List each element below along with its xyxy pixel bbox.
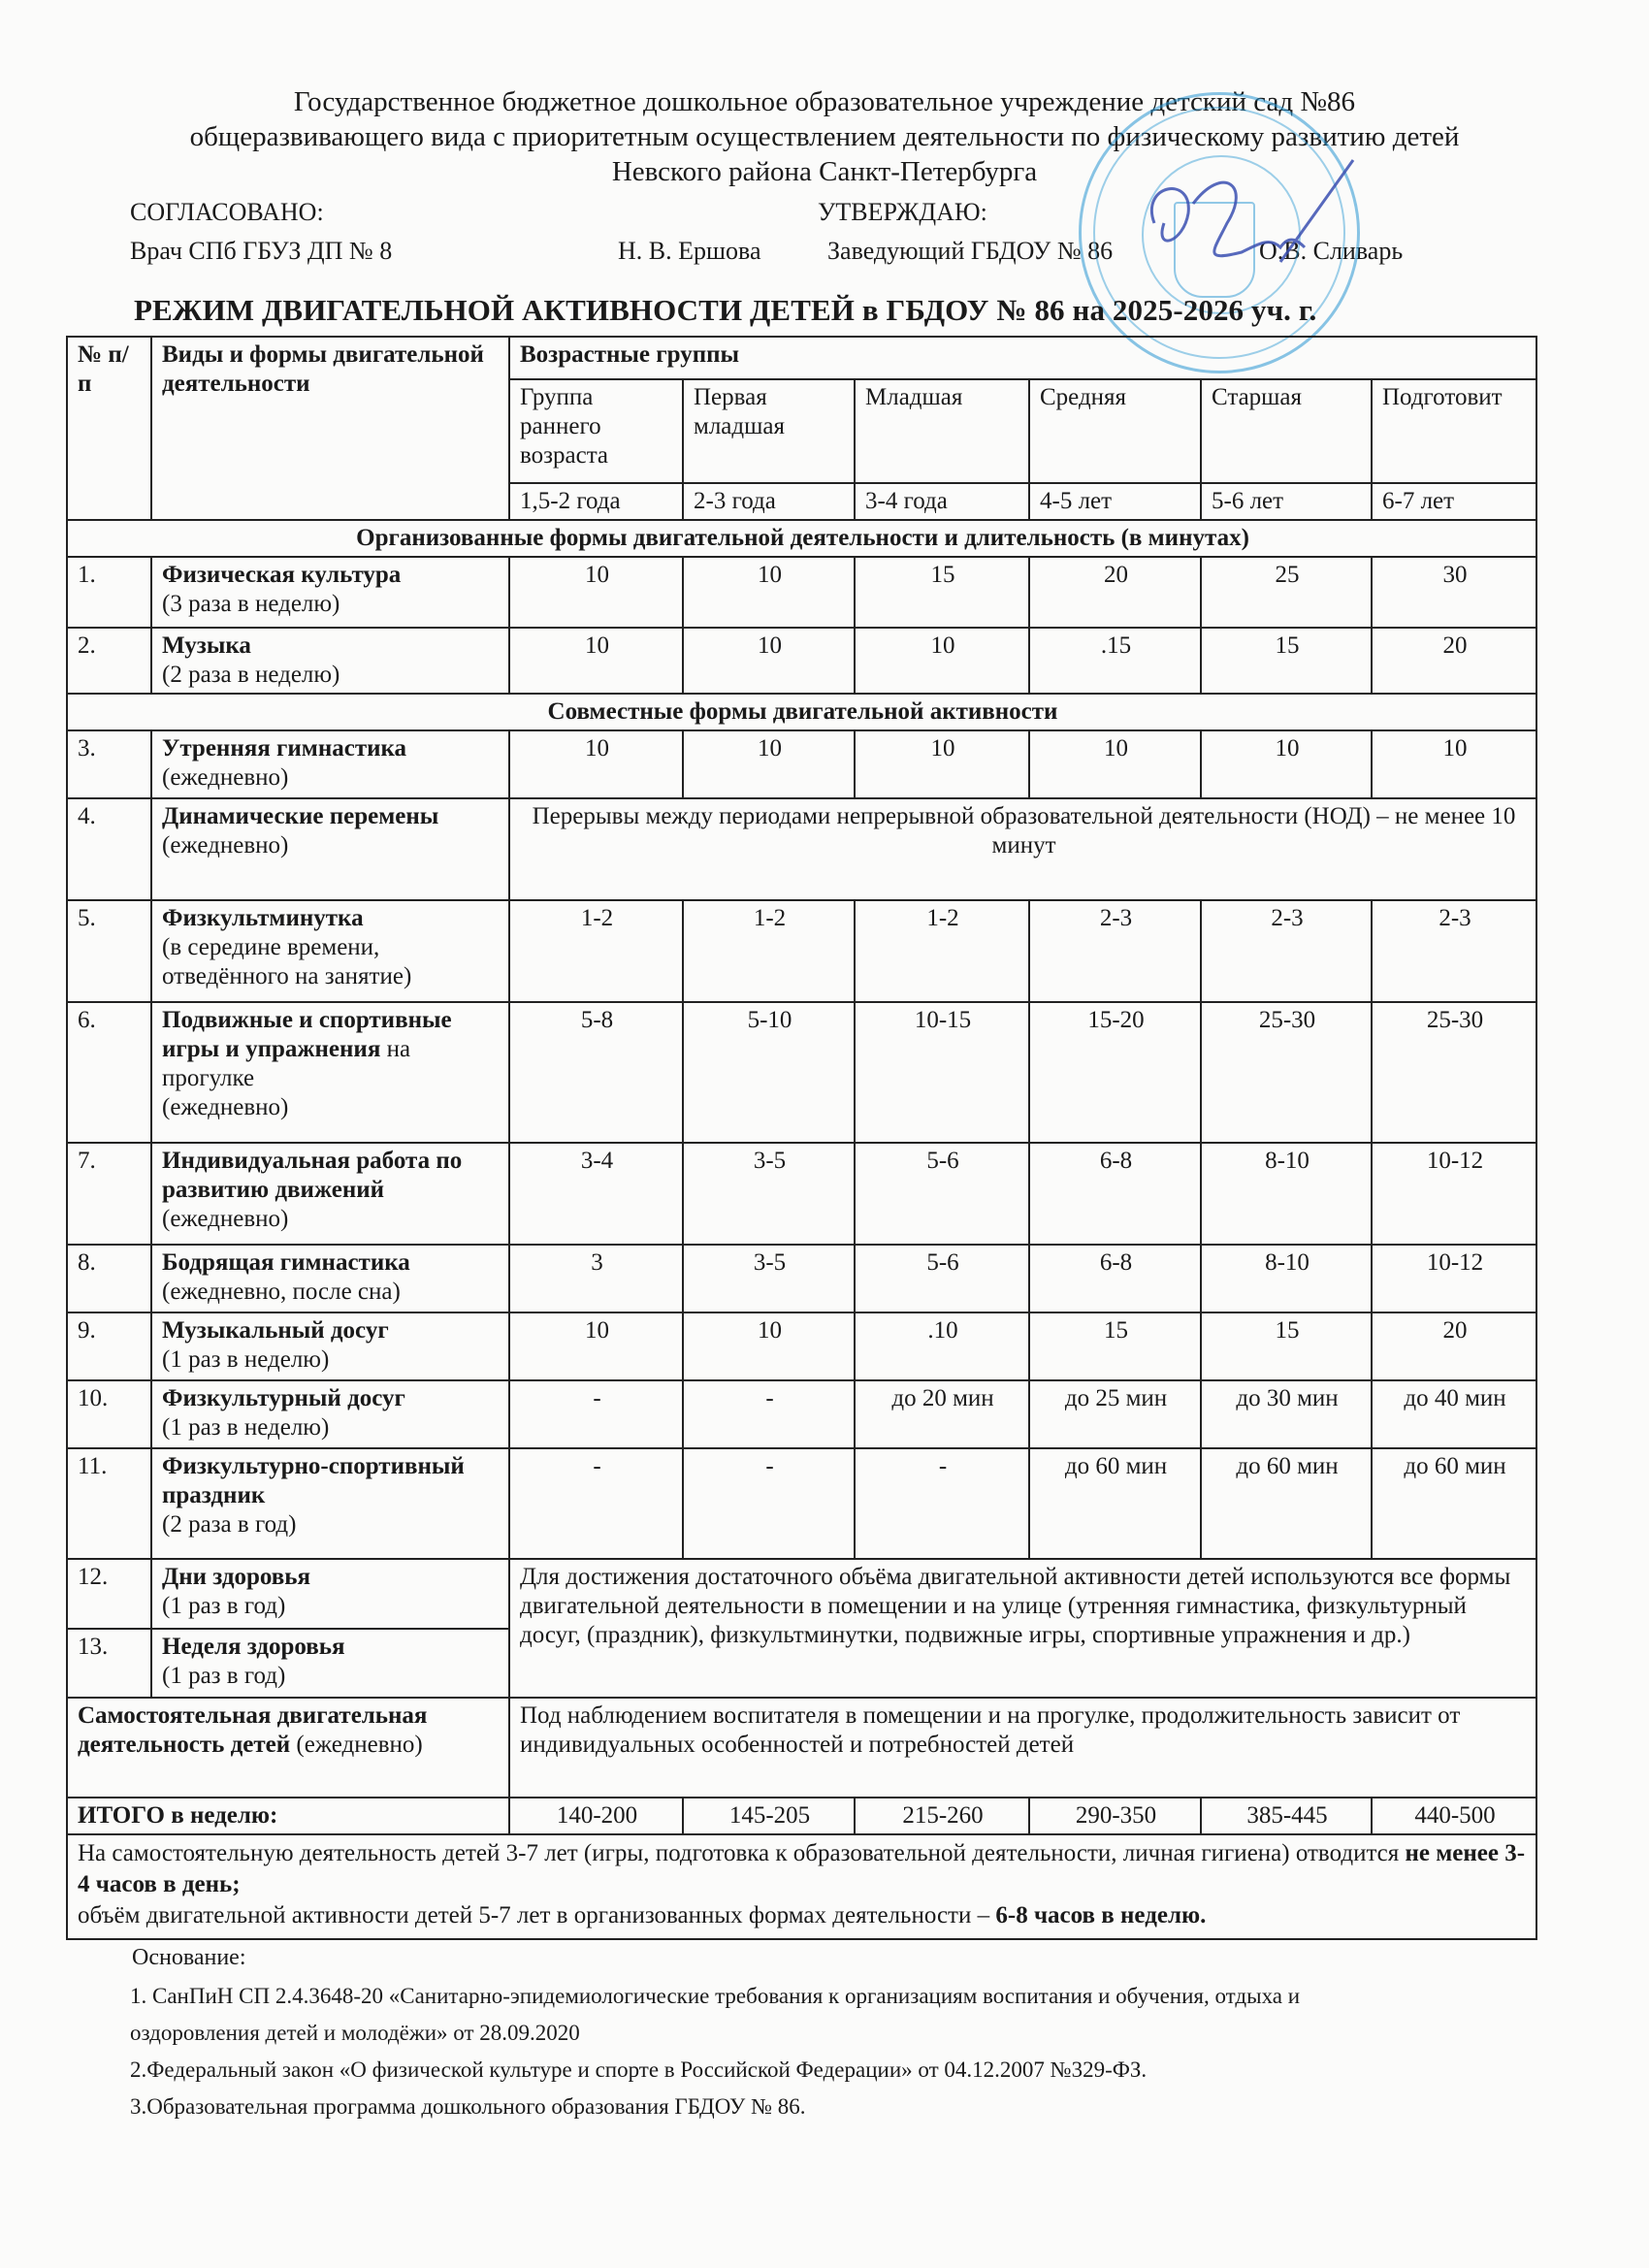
table-row-total (67, 1798, 1536, 1834)
activity-label (151, 1143, 509, 1245)
footer-note-part2: объём двигательной активности детей 5-7 лет в организованных формах деятельности – (78, 1902, 996, 1928)
value-cell: 10-12 (1372, 1245, 1536, 1312)
value-cell: до 25 мин (1029, 1380, 1201, 1448)
activity-frequency: (1 раз в неделю) (162, 1414, 330, 1441)
group-age: 3-4 года (855, 483, 1029, 520)
activity-title: Утренняя гимнастика (162, 735, 407, 761)
value-cell: 10 (509, 628, 683, 694)
value-cell: 5-8 (509, 1002, 683, 1143)
activity-title: Физкультурный досуг (162, 1385, 405, 1411)
basis-item: оздоровления детей и молодёжи» от 28.09.2020 (130, 2021, 580, 2045)
table-row (67, 1002, 1536, 1143)
independent-activity-text: Под наблюдением воспитателя в помещении и на прогулке, продолжительность зависит от индивидуальных особенностей и потребностей детей (509, 1698, 1536, 1798)
activity-frequency: (ежедневно) (162, 1206, 289, 1232)
footer-note (67, 1834, 1536, 1939)
row-number: 8. (67, 1245, 151, 1312)
age-groups-header: Возрастные группы (509, 337, 1536, 379)
value-cell: 10-12 (1372, 1143, 1536, 1245)
activity-label (151, 1245, 509, 1312)
total-label: ИТОГО в неделю: (67, 1798, 509, 1834)
value-cell: 15-20 (1029, 1002, 1201, 1143)
row-number: 5. (67, 900, 151, 1002)
activity-title: Индивидуальная работа по развитию движений (162, 1148, 463, 1203)
footer-note-part1: На самостоятельную деятельность детей 3-7 лет (игры, подготовка к образовательной деятельности, личная гигиена) отводится (78, 1840, 1406, 1866)
activity-schedule-table (66, 336, 1537, 1940)
group-name: Средняя (1029, 379, 1201, 483)
table-row (67, 1143, 1536, 1245)
value-cell: 10 (683, 557, 855, 628)
value-cell: 10 (509, 1312, 683, 1380)
value-cell: - (855, 1448, 1029, 1559)
col-num-header: № п/п (67, 337, 151, 520)
activity-title: Бодрящая гимнастика (162, 1249, 410, 1276)
table-row (67, 730, 1536, 798)
value-cell: 2-3 (1372, 900, 1536, 1002)
value-cell: 5-10 (683, 1002, 855, 1143)
activity-title: Подвижные и спортивные игры и упражнения (162, 1007, 452, 1062)
value-cell: 5-6 (855, 1143, 1029, 1245)
group-name: Младшая (855, 379, 1029, 483)
row-number: 3. (67, 730, 151, 798)
activity-title: Физкультурно-спортивный праздник (162, 1453, 465, 1508)
activity-frequency: (ежедневно) (162, 832, 289, 859)
value-cell: 20 (1372, 628, 1536, 694)
group-age: 1,5-2 года (509, 483, 683, 520)
approved-by-position: Заведующий ГБДОУ № 86 (827, 237, 1114, 265)
activity-frequency: (2 раза в неделю) (162, 662, 340, 688)
value-cell: 25 (1201, 557, 1372, 628)
activity-frequency: (ежедневно) (162, 764, 289, 791)
value-cell: 10 (509, 557, 683, 628)
value-cell: до 60 мин (1201, 1448, 1372, 1559)
total-value: 385-445 (1201, 1798, 1372, 1834)
health-days-note: Для достижения достаточного объёма двигательной активности детей используются все формы двигательной деятельности в помещении и на улице (утренняя гимнастика, физкультурный досуг, (праздник), физкультминутки, подвижные игры, спортивные упражнения и др.) (509, 1559, 1536, 1698)
table-row (67, 1312, 1536, 1380)
institution-name-line-1: Государственное бюджетное дошкольное образовательное учреждение детский сад №86 (293, 86, 1356, 117)
activity-frequency: (1 раз в год) (162, 1593, 286, 1619)
row-number: 1. (67, 557, 151, 628)
value-cell: 6-8 (1029, 1143, 1201, 1245)
activity-label (151, 900, 509, 1002)
table-row (67, 798, 1536, 900)
value-cell: 10 (683, 1312, 855, 1380)
activity-label (151, 557, 509, 628)
table-row (67, 900, 1536, 1002)
activity-title-suffix: на прогулке (162, 1036, 411, 1091)
value-cell: 15 (1201, 1312, 1372, 1380)
dynamic-breaks-note: Перерывы между периодами непрерывной образовательной деятельности (НОД) – не менее 10 минут (509, 798, 1536, 900)
group-name: Группа раннего возраста (509, 379, 683, 483)
agreed-by-name: Н. В. Ершова (618, 237, 761, 265)
value-cell: 10 (1029, 730, 1201, 798)
activity-title: Физическая культура (162, 562, 402, 588)
institution-name-line-3: Невского района Санкт-Петербурга (611, 156, 1038, 187)
approved-label: УТВЕРЖДАЮ: (818, 198, 987, 226)
row-number: 2. (67, 628, 151, 694)
table-row-footer-note (67, 1834, 1536, 1939)
row-number: 7. (67, 1143, 151, 1245)
footer-note-part2-bold: 6-8 часов в неделю. (995, 1902, 1207, 1928)
table-row (67, 1380, 1536, 1448)
section-organized-forms: Организованные формы двигательной деятельности и длительность (в минутах) (67, 520, 1536, 557)
table-row (67, 1559, 1536, 1629)
value-cell: 6-8 (1029, 1245, 1201, 1312)
coat-of-arms-icon (1174, 202, 1255, 298)
value-cell: .10 (855, 1312, 1029, 1380)
agreed-label: СОГЛАСОВАНО: (130, 198, 324, 226)
value-cell: до 20 мин (855, 1380, 1029, 1448)
group-name: Старшая (1201, 379, 1372, 483)
group-age: 5-6 лет (1201, 483, 1372, 520)
activity-frequency: (2 раза в год) (162, 1511, 297, 1538)
basis-item: 3.Образовательная программа дошкольного образования ГБДОУ № 86. (130, 2094, 806, 2119)
value-cell: 2-3 (1029, 900, 1201, 1002)
row-number: 11. (67, 1448, 151, 1559)
row-number: 4. (67, 798, 151, 900)
value-cell: 1-2 (509, 900, 683, 1002)
activity-label (151, 1312, 509, 1380)
value-cell: 10-15 (855, 1002, 1029, 1143)
value-cell: 30 (1372, 557, 1536, 628)
activity-frequency: (1 раз в неделю) (162, 1346, 330, 1373)
value-cell: 3-4 (509, 1143, 683, 1245)
independent-activity-frequency: (ежедневно) (290, 1732, 423, 1758)
activity-frequency: (ежедневно) (162, 1094, 289, 1120)
total-value: 440-500 (1372, 1798, 1536, 1834)
value-cell: 3-5 (683, 1143, 855, 1245)
value-cell: до 60 мин (1029, 1448, 1201, 1559)
row-number: 13. (67, 1629, 151, 1698)
value-cell: 15 (1029, 1312, 1201, 1380)
group-name: Подготовит (1372, 379, 1536, 483)
value-cell: 10 (855, 730, 1029, 798)
group-age: 2-3 года (683, 483, 855, 520)
col-kind-header: Виды и формы двигательной деятельности (151, 337, 509, 520)
table-row (67, 628, 1536, 694)
value-cell: до 30 мин (1201, 1380, 1372, 1448)
value-cell: 1-2 (683, 900, 855, 1002)
value-cell: до 60 мин (1372, 1448, 1536, 1559)
total-value: 290-350 (1029, 1798, 1201, 1834)
table-row (67, 1245, 1536, 1312)
value-cell: 20 (1029, 557, 1201, 628)
value-cell: - (683, 1380, 855, 1448)
value-cell: 20 (1372, 1312, 1536, 1380)
group-name: Первая младшая (683, 379, 855, 483)
activity-frequency: (ежедневно, после сна) (162, 1279, 401, 1305)
value-cell: 10 (1201, 730, 1372, 798)
activity-title: Физкультминутка (162, 905, 364, 931)
value-cell: 10 (855, 628, 1029, 694)
value-cell: - (509, 1380, 683, 1448)
activity-label (151, 1629, 509, 1698)
value-cell: 10 (509, 730, 683, 798)
activity-label (151, 628, 509, 694)
basis-item: 1. СанПиН СП 2.4.3648-20 «Санитарно-эпидемиологические требования к организациям воспитания и обучения, отдыха и (130, 1984, 1301, 2008)
basis-heading: Основание: (132, 1945, 246, 1970)
activity-label (151, 1559, 509, 1629)
value-cell: 10 (683, 628, 855, 694)
value-cell: до 40 мин (1372, 1380, 1536, 1448)
total-value: 140-200 (509, 1798, 683, 1834)
group-age: 6-7 лет (1372, 483, 1536, 520)
value-cell: 5-6 (855, 1245, 1029, 1312)
value-cell: .15 (1029, 628, 1201, 694)
group-age: 4-5 лет (1029, 483, 1201, 520)
row-number: 9. (67, 1312, 151, 1380)
activity-frequency: (в середине времени, отведённого на занятие) (162, 934, 412, 989)
institution-name-line-2: общеразвивающего вида с приоритетным осуществлением деятельности по физическому развитию детей (189, 121, 1460, 152)
document-title: РЕЖИМ ДВИГАТЕЛЬНОЙ АКТИВНОСТИ ДЕТЕЙ в ГБДОУ № 86 на 2025-2026 уч. г. (134, 293, 1317, 327)
activity-label (151, 1448, 509, 1559)
activity-title: Динамические перемены (162, 803, 439, 829)
activity-label (151, 798, 509, 900)
footer-note-part1-bold: не менее 3-4 часов в день; (78, 1840, 1526, 1897)
activity-title: Дни здоровья (162, 1564, 311, 1590)
total-value: 145-205 (683, 1798, 855, 1834)
activity-frequency: (1 раз в год) (162, 1663, 286, 1689)
agreed-by-position: Врач СПб ГБУЗ ДП № 8 (130, 237, 393, 265)
value-cell: 25-30 (1201, 1002, 1372, 1143)
activity-title: Музыкальный досуг (162, 1317, 389, 1344)
value-cell: 10 (1372, 730, 1536, 798)
value-cell: - (509, 1448, 683, 1559)
approved-by-name: О.В. Сливарь (1259, 237, 1404, 265)
activity-title: Музыка (162, 632, 251, 659)
value-cell: 2-3 (1201, 900, 1372, 1002)
value-cell: 15 (1201, 628, 1372, 694)
independent-activity-title: Самостоятельная двигательная деятельность детей (78, 1702, 428, 1758)
value-cell: 1-2 (855, 900, 1029, 1002)
activity-frequency: (3 раза в неделю) (162, 591, 340, 617)
activity-title: Неделя здоровья (162, 1634, 345, 1660)
row-number: 12. (67, 1559, 151, 1629)
value-cell: - (683, 1448, 855, 1559)
value-cell: 25-30 (1372, 1002, 1536, 1143)
value-cell: 8-10 (1201, 1143, 1372, 1245)
value-cell: 10 (683, 730, 855, 798)
basis-item: 2.Федеральный закон «О физической культуре и спорте в Российской Федерации» от 04.12.2007 №329-ФЗ. (130, 2057, 1148, 2082)
row-number: 6. (67, 1002, 151, 1143)
value-cell: 3-5 (683, 1245, 855, 1312)
table-row (67, 1448, 1536, 1559)
value-cell: 3 (509, 1245, 683, 1312)
activity-label (151, 1002, 509, 1143)
activity-label (151, 1380, 509, 1448)
table-row (67, 557, 1536, 628)
total-value: 215-260 (855, 1798, 1029, 1834)
section-joint-forms: Совместные формы двигательной активности (67, 694, 1536, 730)
value-cell: 15 (855, 557, 1029, 628)
independent-activity-label (67, 1698, 509, 1798)
value-cell: 8-10 (1201, 1245, 1372, 1312)
activity-label (151, 730, 509, 798)
row-number: 10. (67, 1380, 151, 1448)
table-row-independent (67, 1698, 1536, 1798)
